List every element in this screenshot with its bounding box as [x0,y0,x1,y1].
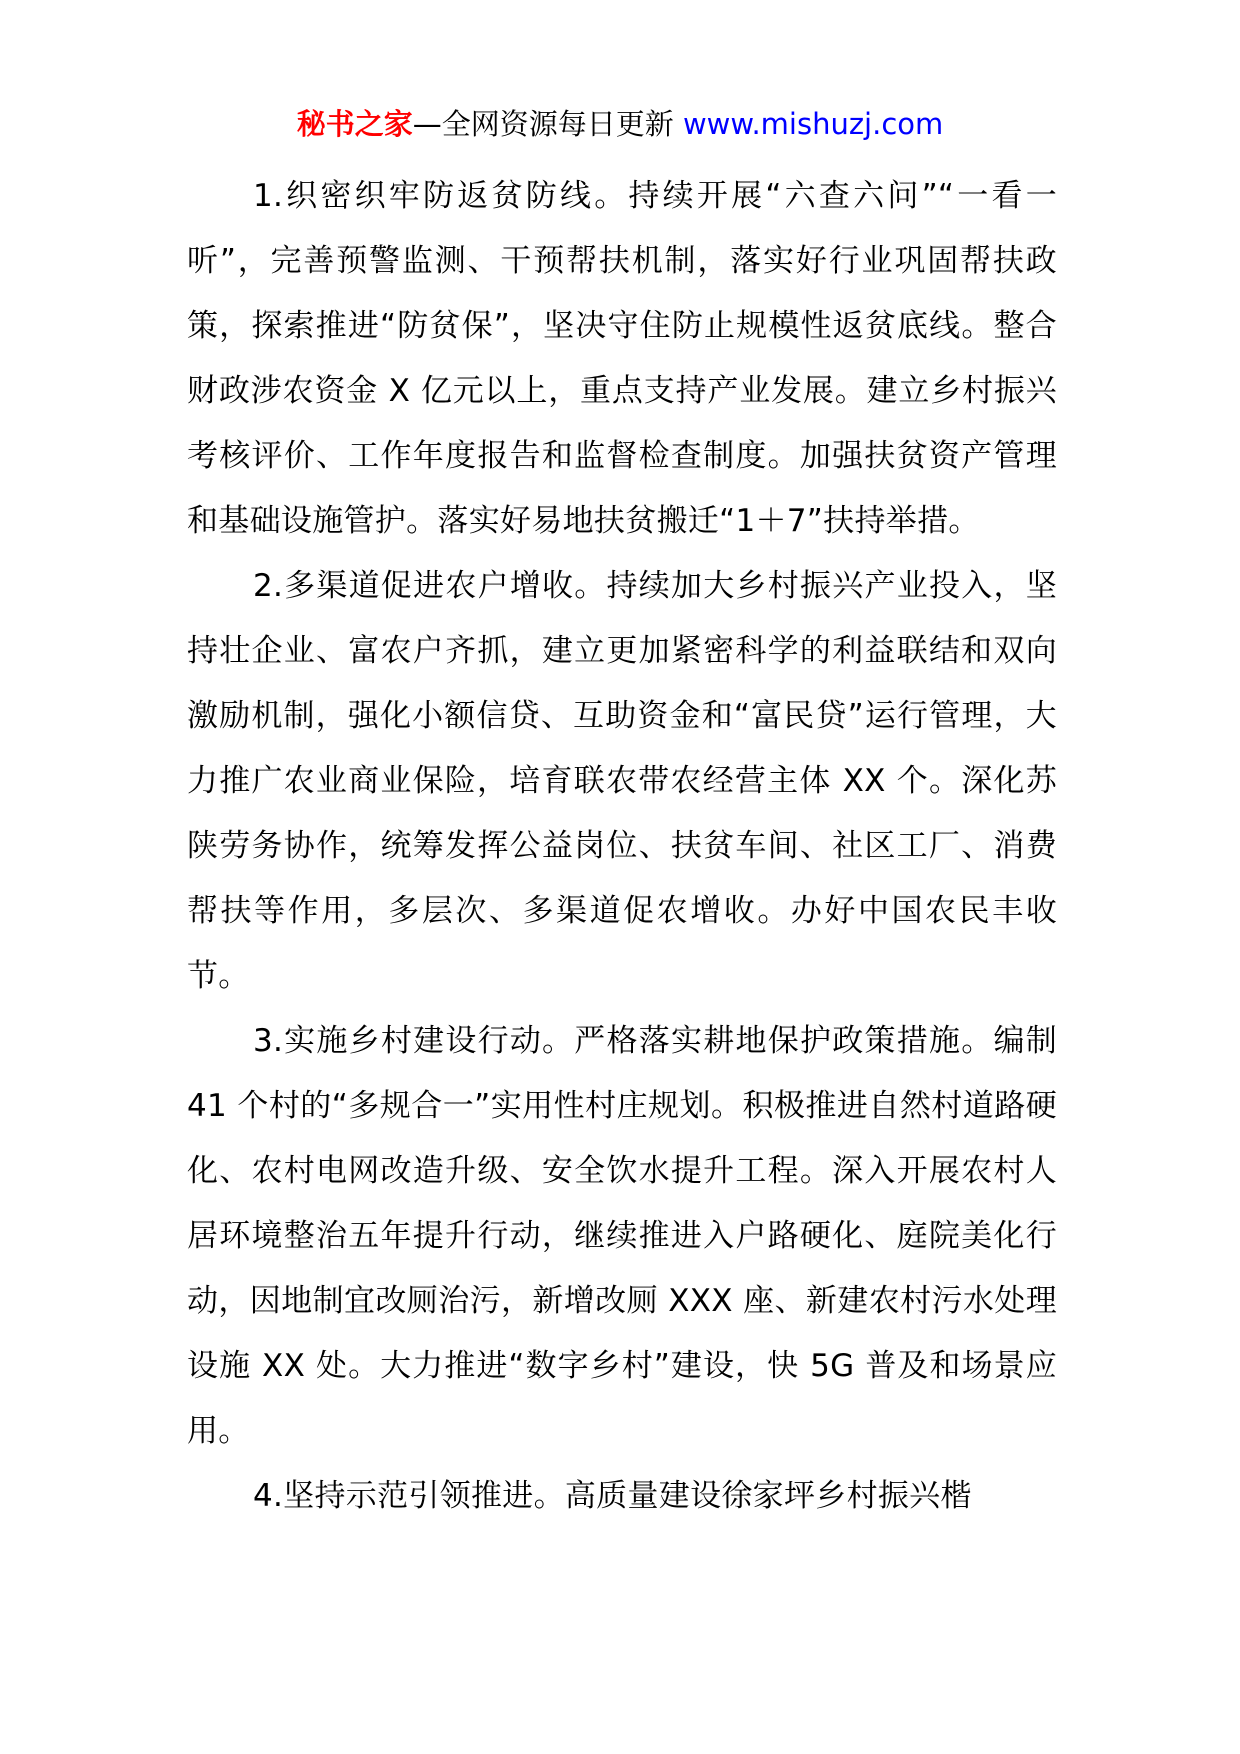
paragraph-2: 2.多渠道促进农户增收。持续加大乡村振兴产业投入，坚持壮企业、富农户齐抓，建立更加紧密科学的利益联结和双向激励机制，强化小额信贷、互助资金和“富民贷”运行管理，大力推广农业商业保险，培育联农带农经营主体 XX 个。深化苏陕劳务协作，统筹发挥公益岗位、扶贫车间、社区工厂、消费帮扶等作用，多层次、多渠道促农增收。办好中国农民丰收节。 [187,568,1057,994]
header-tagline: —全网资源每日更新 [412,107,683,141]
paragraph-3: 3.实施乡村建设行动。严格落实耕地保护政策措施。编制 41 个村的“多规合一”实用性村庄规划。积极推进自然村道路硬化、农村电网改造升级、安全饮水提升工程。深入开展农村人居环境整治五年提升行动，继续推进入户路硬化、庭院美化行动，因地制宜改厕治污，新增改厕 XXX 座、新建农村污水处理设施 XX 处。大力推进“数字乡村”建设，快 5G 普及和场景应用。 [187,1023,1057,1449]
paragraph-4: 4.坚持示范引领推进。高质量建设徐家坪乡村振兴楷 [253,1478,972,1514]
watermark-header [0,100,1240,148]
brand-name: 秘书之家 [296,107,413,141]
site-url: www.mishuzj.com [682,107,944,141]
paragraph-1: 1.织密织牢防返贫防线。持续开展“六查六问”“一看一听”，完善预警监测、干预帮扶机制，落实好行业巩固帮扶政策，探索推进“防贫保”，坚决守住防止规模性返贫底线。整合财政涉农资金 X 亿元以上，重点支持产业发展。建立乡村振兴考核评价、工作年度报告和监督检查制度。加强扶贫资产管理和基础设施管护。落实好易地扶贫搬迁“1＋7”扶持举措。 [187,178,1057,539]
document-body [187,164,1057,1529]
